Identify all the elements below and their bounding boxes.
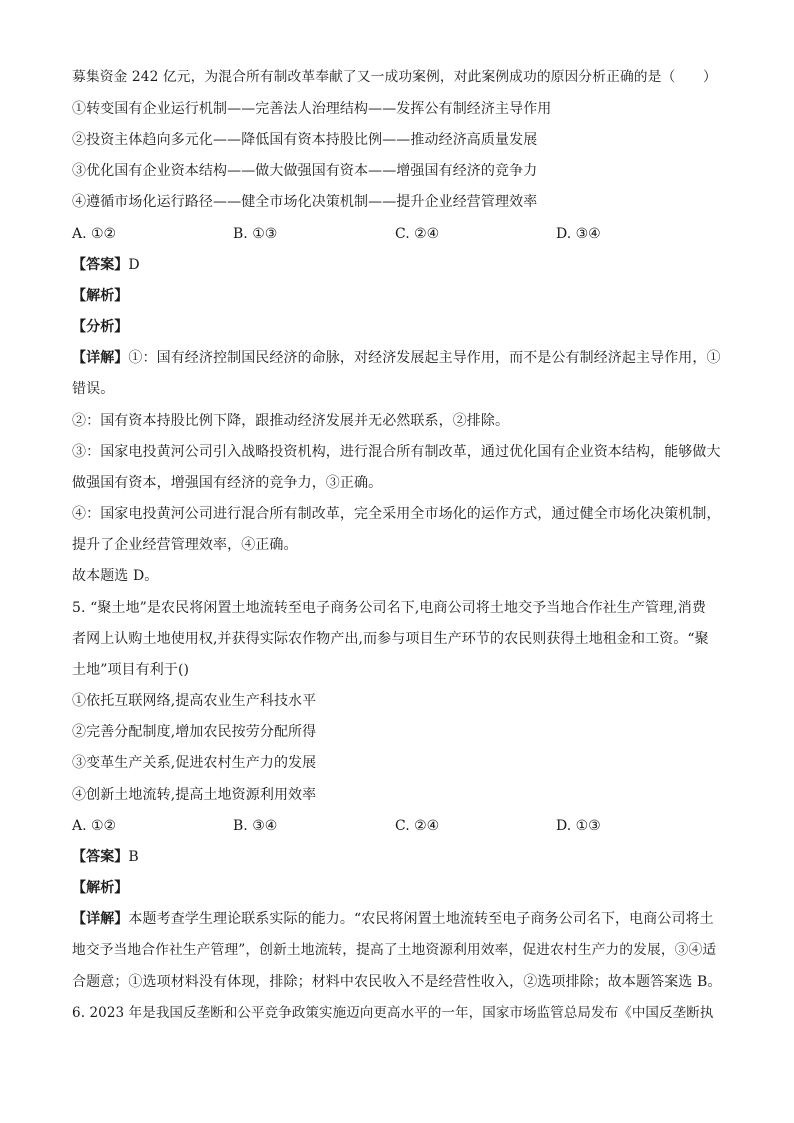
q4-detail-line-3: ②：国有资本持股比例下降，跟推动经济发展并无必然联系，②排除。 [72, 413, 510, 429]
q4-detail-line-8: 故本题选 D。 [72, 568, 159, 584]
q5-option-a: A. ①② [72, 818, 117, 834]
q6-stem-start: 6. 2023 年是我国反垄断和公平竞争政策实施迈向更高水平的一年，国家市场监管总局发布《中国反垄断执 [72, 1005, 714, 1021]
q4-detail-line-6: ④：国家电投黄河公司进行混合所有制改革，完全采用全市场化的运作方式，通过健全市场化决策机制， [72, 506, 721, 522]
q4-detail-line-2: 错误。 [72, 381, 115, 397]
q4-jiexi-label: 【解析】 [72, 288, 129, 304]
q5-stem-line-1: 5. “聚土地”是农民将闲置土地流转至电子商务公司名下,电商公司将土地交予当地合作社生产管理,消费 [72, 600, 706, 616]
q4-item-4: ④遵循市场化运行路径——健全市场化决策机制——提升企业经营管理效率 [72, 194, 538, 210]
q4-detail-line-4: ③：国家电投黄河公司引入战略投资机构，进行混合所有制改革，通过优化国有企业资本结构，能够做大 [72, 444, 721, 460]
q4-item-2: ②投资主体趋向多元化——降低国有资本持股比例——推动经济高质量发展 [72, 132, 538, 148]
q5-item-2: ②完善分配制度,增加农民按劳分配所得 [72, 724, 317, 740]
q5-detail-line-1: 【详解】本题考查学生理论联系实际的能力。“农民将闲置土地流转至电子商务公司名下，电商公司将土 [72, 911, 714, 927]
q4-option-d: D. ③④ [556, 226, 601, 242]
q4-option-c: C. ②④ [395, 226, 440, 242]
q4-item-1: ①转变国有企业运行机制——完善法人治理结构——发挥公有制经济主导作用 [72, 101, 552, 117]
q5-option-b: B. ③④ [233, 818, 278, 834]
q5-stem-line-2: 者网上认购土地使用权,并获得实际农作物产出,而参与项目生产环节的农民则获得土地租金和工资。“聚 [72, 631, 709, 647]
q5-item-1: ①依托互联网络,提高农业生产科技水平 [72, 693, 317, 709]
q5-stem-line-3: 土地”项目有利于() [72, 662, 190, 678]
q5-xiangjie-label: 【详解】 [72, 911, 129, 927]
q5-item-3: ③变革生产关系,促进农村生产力的发展 [72, 755, 317, 771]
q4-detail-line-5: 做强国有资本，增强国有经济的竞争力，③正确。 [72, 475, 383, 491]
q4-answer-value: D [128, 257, 140, 273]
q5-detail-line-3: 合题意；①选项材料没有体现，排除；材料中农民收入不是经营性收入，②选项排除；故本题答案选 B。 [72, 974, 722, 990]
q4-detail-line-7: 提升了企业经营管理效率，④正确。 [72, 537, 298, 553]
q4-answer [72, 255, 724, 275]
q5-answer [72, 847, 724, 867]
q5-option-c: C. ②④ [395, 818, 440, 834]
q4-option-a: A. ①② [72, 226, 117, 242]
q4-stem-tail: 募集资金 242 亿元，为混合所有制改革奉献了又一成功案例，对此案例成功的原因分析正确的是（ ） [72, 69, 717, 85]
q5-jiexi-label: 【解析】 [72, 880, 129, 896]
q4-fenxi-label: 【分析】 [72, 319, 129, 335]
q4-answer-label: 【答案】 [72, 257, 129, 273]
q4-detail-line-1: 【详解】①：国有经济控制国民经济的命脉，对经济发展起主导作用，而不是公有制经济起主导作用，① [72, 350, 721, 366]
q5-answer-value: B [128, 849, 139, 865]
q5-detail-line-2: 地交予当地合作社生产管理”，创新土地流转，提高了土地资源利用效率，促进农村生产力的发展，③④适 [72, 942, 717, 958]
q5-option-d: D. ①③ [556, 818, 601, 834]
q5-item-4: ④创新土地流转,提高土地资源利用效率 [72, 787, 317, 803]
q4-xiangjie-label: 【详解】 [72, 350, 129, 366]
q5-answer-label: 【答案】 [72, 849, 129, 865]
q4-item-3: ③优化国有企业资本结构——做大做强国有资本——增强国有经济的竞争力 [72, 163, 538, 179]
q4-option-b: B. ①③ [233, 226, 278, 242]
